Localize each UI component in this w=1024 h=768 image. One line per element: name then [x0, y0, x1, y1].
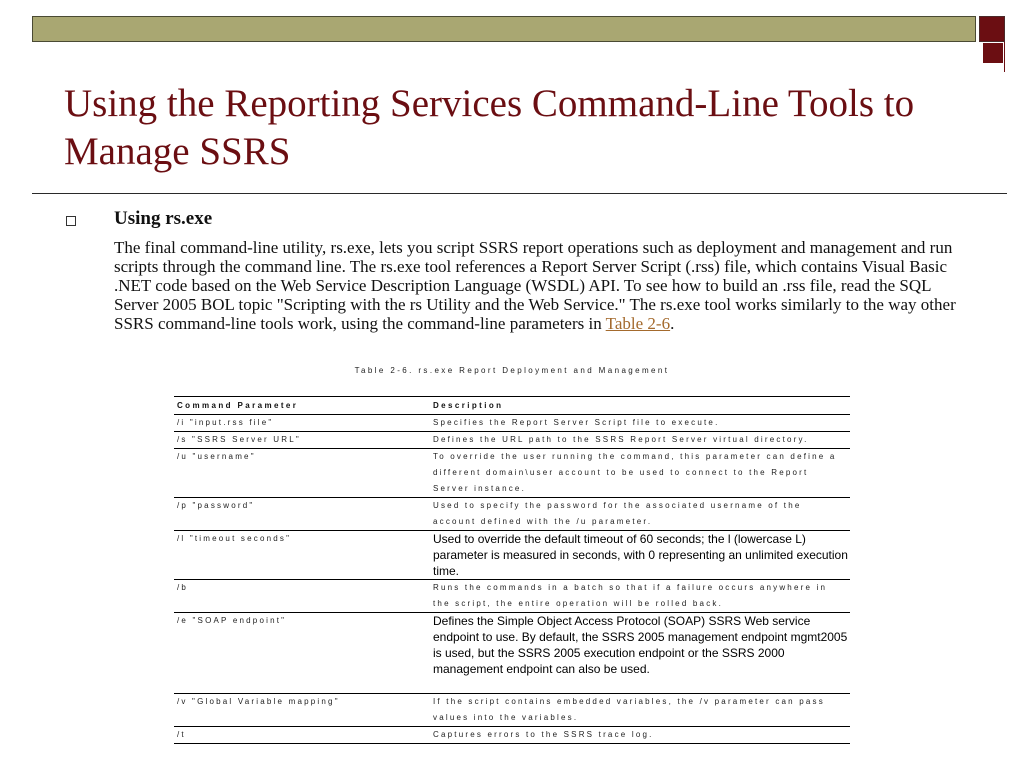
header-red-square	[983, 43, 1003, 63]
table-row	[174, 694, 850, 727]
description-cell: Defines the URL path to the SSRS Report Server virtual directory.	[430, 432, 850, 449]
table-caption: Table 2-6. rs.exe Report Deployment and Management	[354, 366, 670, 375]
bullet-heading: Using rs.exe	[114, 208, 213, 229]
description-cell: Used to override the default timeout of 60 seconds; the l (lowercase L) parameter is measured in seconds, with 0 representing an unlimited execution time.	[430, 531, 850, 580]
table-row	[174, 727, 850, 744]
slide-title: Using the Reporting Services Command-Line Tools to Manage SSRS	[64, 82, 915, 173]
table-row	[174, 580, 850, 613]
description-cell: Defines the Simple Object Access Protocol (SOAP) SSRS Web service endpoint to use. By default, the SSRS 2005 management endpoint mgmt2005 is used, but the SSRS 2005 execution endpoint or the SSRS 2000 management endpoint can also be used.	[430, 613, 850, 694]
title-divider	[32, 193, 1007, 194]
description-cell: If the script contains embedded variables, the /v parameter can pass values into the variables.	[430, 694, 850, 727]
description-cell: To override the user running the command, this parameter can define a different domain\user account to be used to connect to the Report Server instance.	[430, 449, 850, 498]
table-row	[174, 498, 850, 531]
table-row	[174, 449, 850, 498]
param-cell: /i "input.rss file"	[174, 415, 430, 432]
parameters-table	[174, 396, 850, 744]
table-row	[174, 531, 850, 580]
description-cell: Runs the commands in a batch so that if a failure occurs anywhere in the script, the entire operation will be rolled back.	[430, 580, 850, 613]
header-description: Description	[430, 397, 850, 415]
description-cell: Used to specify the password for the associated username of the account defined with the /u parameter.	[430, 498, 850, 531]
param-cell: /b	[174, 580, 430, 613]
param-cell: /e "SOAP endpoint"	[174, 613, 430, 694]
description-cell: Captures errors to the SSRS trace log.	[430, 727, 850, 744]
param-cell: /u "username"	[174, 449, 430, 498]
header-vertical-line	[1004, 42, 1005, 72]
table-row	[174, 415, 850, 432]
param-cell: /l "timeout seconds"	[174, 531, 430, 580]
param-cell: /p "password"	[174, 498, 430, 531]
header-red-block	[979, 16, 1005, 42]
square-bullet-icon	[66, 216, 76, 226]
paragraph-text: The final command-line utility, rs.exe, lets you script SSRS report operations such as deployment and management and run scripts through the command line. The rs.exe tool references a Report Server Script (.rss) file, which contains Visual Basic .NET code based on the Web Service Description Language (WSDL) API. To see how to build an .rss file, read the SQL Server 2005 BOL topic "Scripting with the rs Utility and the Web Service." The rs.exe tool works similarly to the way other SSRS command-line tools work, using the command-line parameters in	[114, 238, 956, 333]
body-paragraph	[114, 238, 969, 333]
table-header-row	[174, 397, 850, 415]
paragraph-end: .	[670, 314, 675, 333]
param-cell: /s "SSRS Server URL"	[174, 432, 430, 449]
table-2-6-link[interactable]: Table 2-6	[605, 314, 671, 333]
header-command-parameter: Command Parameter	[174, 397, 430, 415]
param-cell: /v "Global Variable mapping"	[174, 694, 430, 727]
param-cell: /t	[174, 727, 430, 744]
table-row	[174, 432, 850, 449]
table-row	[174, 613, 850, 694]
header-olive-bar	[32, 16, 976, 42]
description-cell: Specifies the Report Server Script file to execute.	[430, 415, 850, 432]
